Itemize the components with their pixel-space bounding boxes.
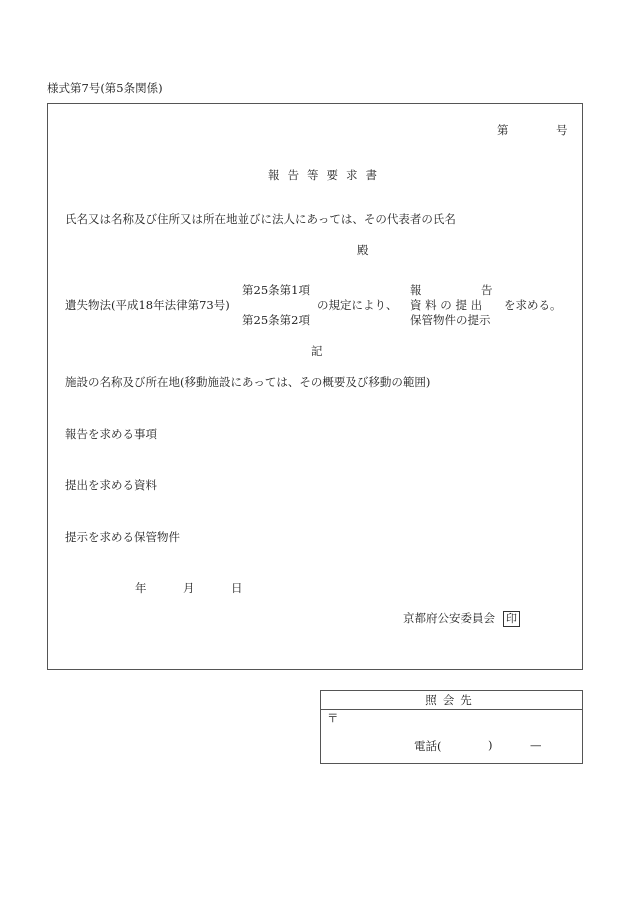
phone-label: 電話( [414,739,442,753]
provision-text: の規定により、 [317,298,398,312]
date-day: 日 [231,581,243,595]
document-title: 報告等要求書 [268,168,385,182]
item-stored-goods: 提示を求める保管物件 [65,530,180,544]
option-report-1: 報 [410,283,422,297]
option-items: 保管物件の提示 [410,313,491,327]
date-month: 月 [183,581,195,595]
issuer: 京都府公安委員会 [403,611,495,625]
option-materials: 資 料 の 提 出 [410,298,483,312]
phone-dash: — [530,738,542,752]
contact-header: 照会先 [321,691,582,710]
number-prefix: 第 [497,123,509,137]
form-body [47,103,583,670]
phone-close: ) [488,738,493,752]
ki-heading: 記 [311,344,323,358]
honorific: 殿 [357,243,369,257]
item-materials: 提出を求める資料 [65,478,157,492]
number-suffix: 号 [556,123,568,137]
addressee-line: 氏名又は名称及び住所又は所在地並びに法人にあっては、その代表者の氏名 [65,212,456,226]
seal-mark: 印 [503,611,520,627]
issuer-line [403,610,520,627]
date-year: 年 [135,581,147,595]
law-clause-2: 第25条第2項 [242,313,310,327]
item-report-matters: 報告を求める事項 [65,427,157,441]
contact-box [320,690,583,764]
option-report-2: 告 [481,283,493,297]
law-clause-1: 第25条第1項 [242,283,310,297]
demand-text: を求める。 [504,298,562,312]
form-label: 様式第7号(第5条関係) [47,81,163,95]
law-name: 遺失物法(平成18年法律第73号) [65,298,230,312]
item-facility: 施設の名称及び所在地(移動施設にあっては、その概要及び移動の範囲) [65,375,431,389]
postal-mark: 〒 [327,711,339,725]
